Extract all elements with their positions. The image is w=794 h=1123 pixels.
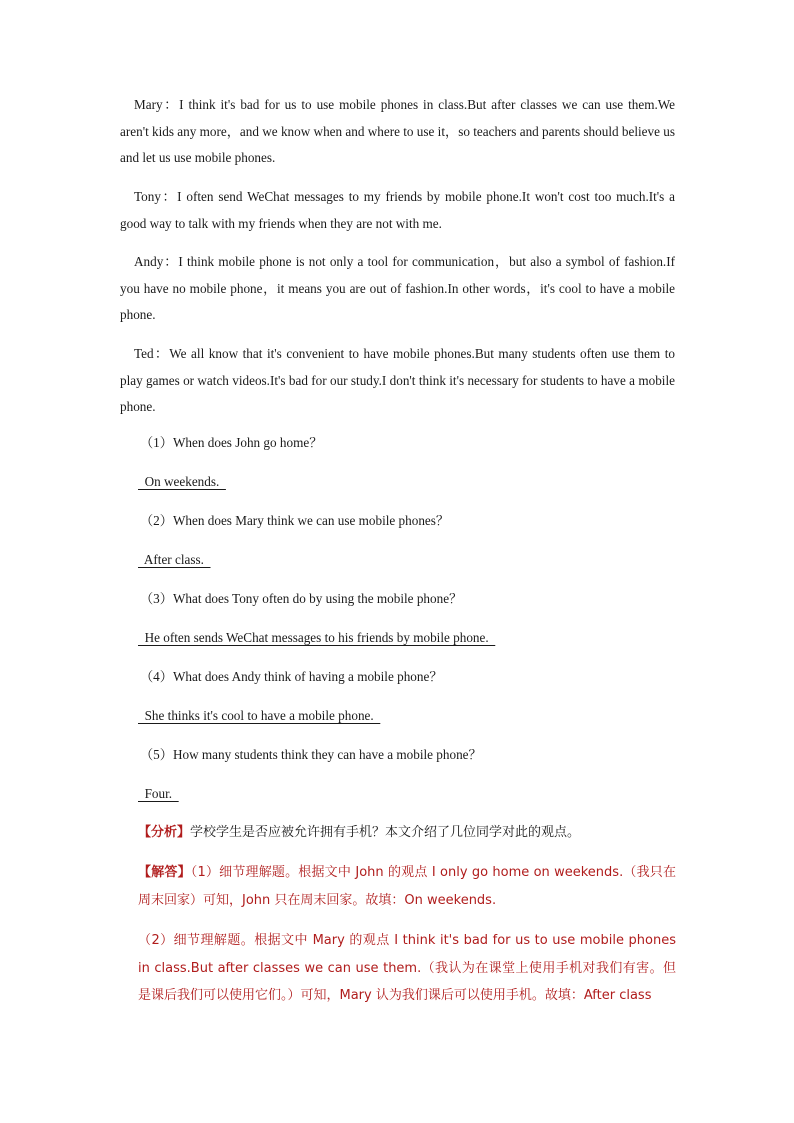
solution-paragraph-1: [138, 859, 676, 914]
passage-andy: Andy：I think mobile phone is not only a tool for communication，but also a symbol of fashion.If you have no mobile phone，it means you are out of fashion.In other words，it's cool to have a mobile phone.: [120, 254, 675, 322]
answer-4-text: She thinks it's cool to have a mobile phone.: [138, 708, 381, 723]
question-3: （3）What does Tony often do by using the mobile phone？: [140, 591, 463, 606]
answer-4: [138, 706, 380, 726]
answer-2-text: After class.: [138, 552, 211, 567]
solution-tag: 【解答】: [138, 865, 191, 880]
answer-2: [138, 550, 211, 570]
answer-3: [138, 628, 495, 648]
analysis-text: 学校学生是否应被允许拥有手机？本文介绍了几位同学对此的观点。: [190, 825, 581, 840]
answer-3-text: He often sends WeChat messages to his friends by mobile phone.: [138, 630, 496, 645]
question-4: （4）What does Andy think of having a mobile phone？: [140, 669, 443, 684]
analysis-paragraph: [138, 819, 676, 847]
answer-1-text: On weekends.: [138, 474, 226, 489]
solution-text-1: （1）细节理解题。根据文中 John 的观点 I only go home on weekends.（我只在周末回家）可知，John 只在周末回家。故填：On weekends.: [138, 865, 676, 908]
question-5: （5）How many students think they can have a mobile phone？: [140, 747, 482, 762]
answer-1: [138, 472, 226, 492]
question-2: （2）When does Mary think we can use mobile phones？: [140, 513, 450, 528]
question-1: （1）When does John go home？: [140, 435, 323, 450]
passage-mary: Mary：I think it's bad for us to use mobile phones in class.But after classes we can use them.We aren't kids any more，and we know when and where to use it，so teachers and parents should believe us and let us use mobile phones.: [120, 97, 675, 165]
passage-tony: Tony：I often send WeChat messages to my friends by mobile phone.It won't cost too much.It's a good way to talk with my friends when they are not with me.: [120, 189, 675, 231]
solution-paragraph-2: （2）细节理解题。根据文中 Mary 的观点 I think it's bad for us to use mobile phones in class.But after classes we can use them.（我认为在课堂上使用手机对我们有害。但是课后我们可以使用它们。）可知，Mary 认为我们课后可以使用手机。故填：After class: [138, 933, 676, 1003]
passage-ted: Ted：We all know that it's convenient to have mobile phones.But many students often use them to play games or watch videos.It's bad for our study.I don't think it's necessary for students to have a mobile phone.: [120, 346, 675, 414]
answer-5-text: Four.: [138, 786, 179, 801]
analysis-tag: 【分析】: [138, 825, 191, 840]
answer-5: [138, 784, 179, 804]
